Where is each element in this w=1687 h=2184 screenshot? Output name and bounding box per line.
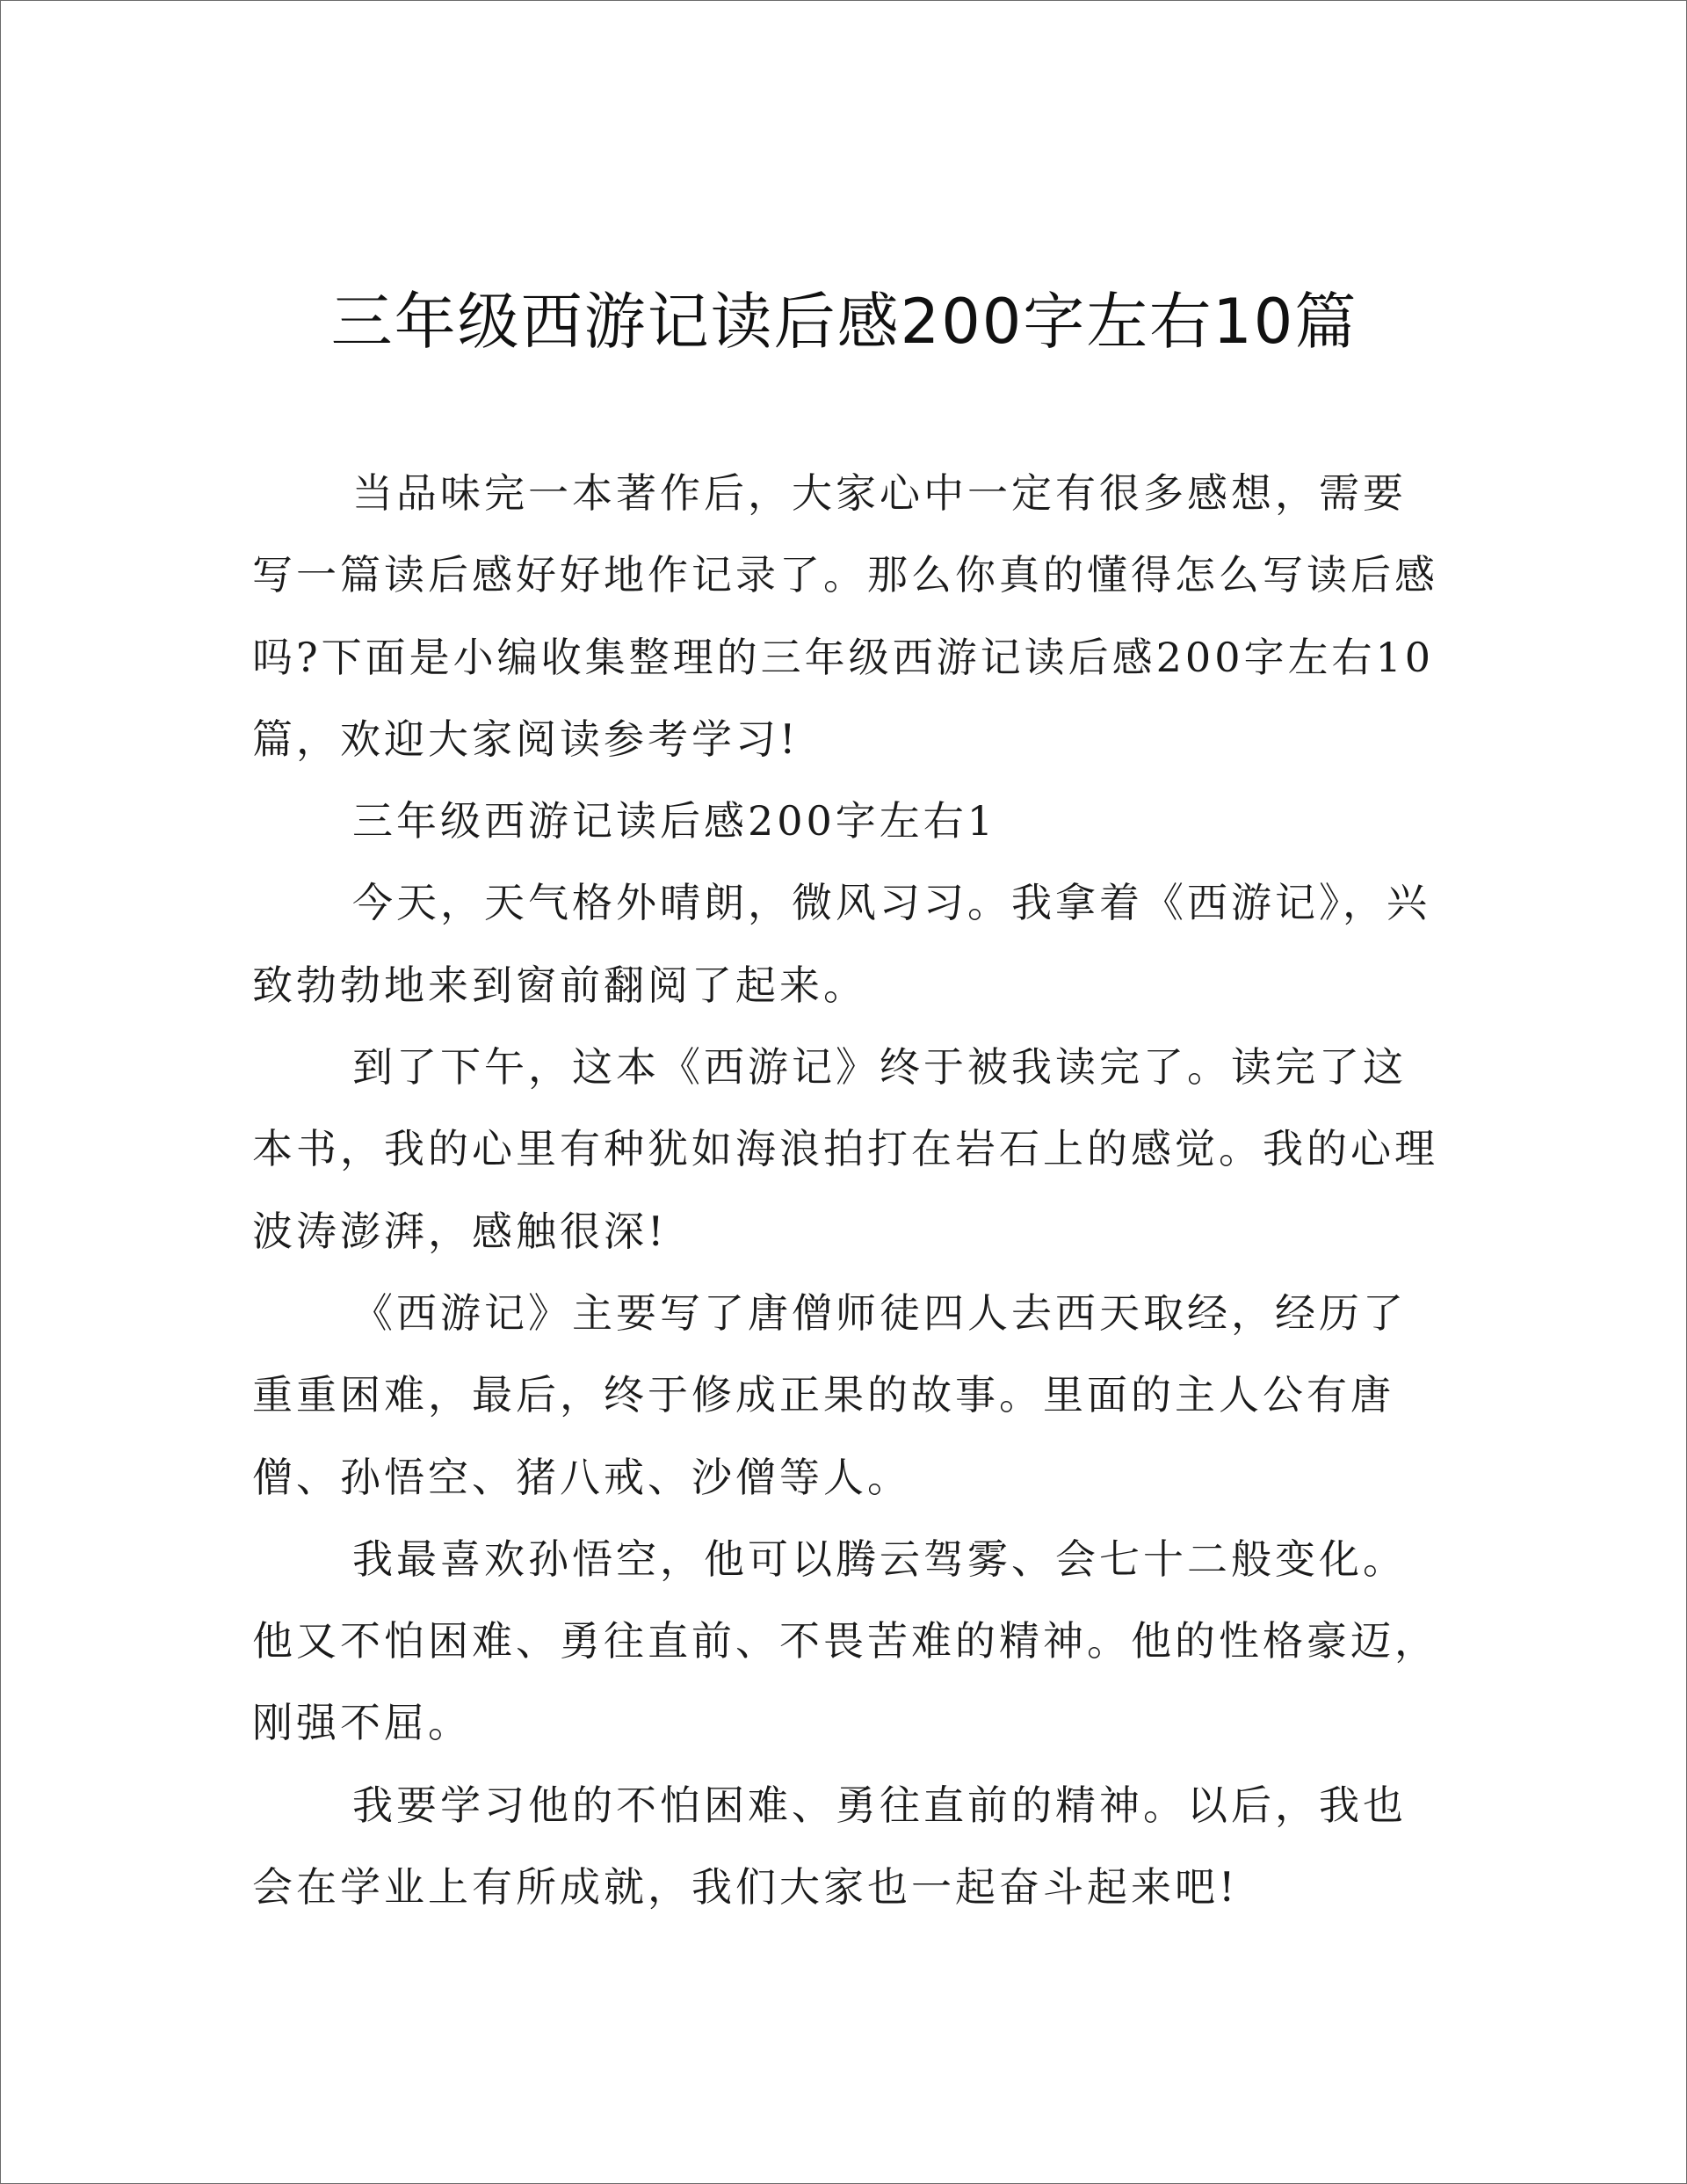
- document-body: [252, 453, 1438, 1928]
- paragraph: 到了下午，这本《西游记》终于被我读完了。读完了这本书，我的心里有种犹如海浪拍打在岩石上的感觉。我的心理波涛澎湃，感触很深!: [252, 1043, 1438, 1255]
- paragraph: 我最喜欢孙悟空，他可以腾云驾雾、会七十二般变化。他又不怕困难、勇往直前、不畏苦难的精神。他的性格豪迈，刚强不屈。: [252, 1535, 1438, 1747]
- paragraph: 我要学习他的不怕困难、勇往直前的精神。以后，我也会在学业上有所成就，我们大家也一起奋斗起来吧!: [252, 1781, 1407, 1912]
- document-title: 三年级西游记读后感200字左右10篇: [330, 286, 1358, 358]
- paragraph: 《西游记》主要写了唐僧师徒四人去西天取经，经历了重重困难，最后，终于修成正果的故事。里面的主人公有唐僧、孙悟空、猪八戒、沙僧等人。: [252, 1288, 1407, 1501]
- paragraph: 今天，天气格外晴朗，微风习习。我拿着《西游记》，兴致勃勃地来到窗前翻阅了起来。: [252, 879, 1430, 1009]
- paragraph-intro: 当品味完一本著作后，大家心中一定有很多感想，需要写一篇读后感好好地作记录了。那么你真的懂得怎么写读后感吗?下面是小编收集整理的三年级西游记读后感200字左右10篇，欢迎大家阅读参考学习!: [252, 469, 1438, 763]
- section-heading: 三年级西游记读后感200字左右1: [352, 797, 997, 845]
